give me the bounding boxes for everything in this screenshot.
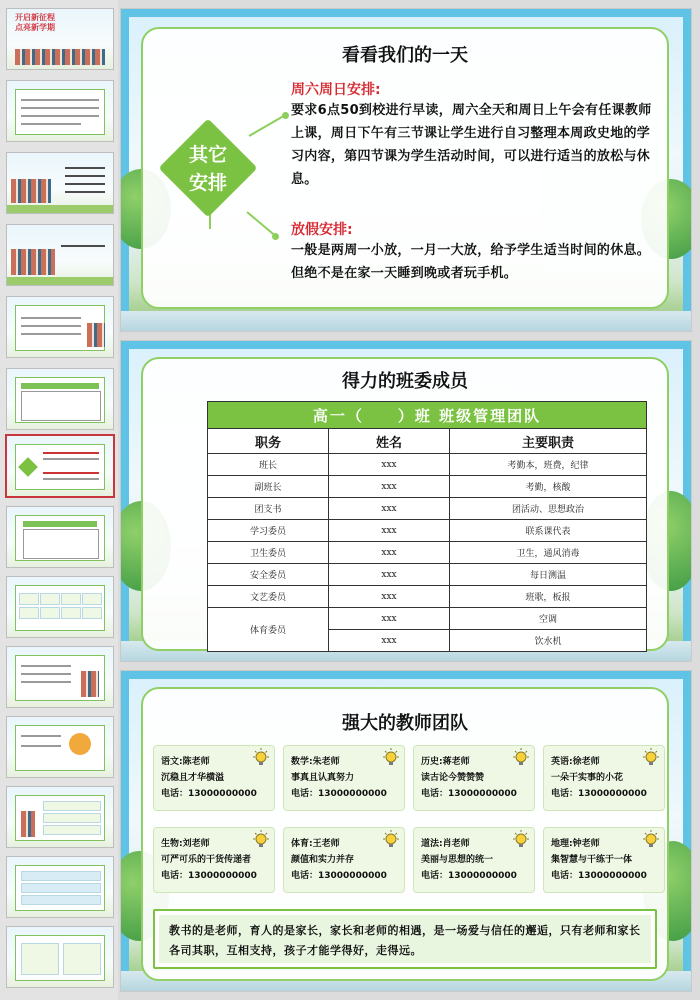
table-cell-name: xxx (329, 454, 450, 476)
table-cell-name: xxx (329, 476, 450, 498)
slide-thumbnail-6[interactable] (6, 368, 114, 430)
lightbulb-icon (382, 830, 400, 850)
teacher-card (283, 745, 405, 811)
table-cell-role: 安全委员 (208, 564, 329, 586)
table-cell-duty: 联系课代表 (450, 520, 647, 542)
table-row (208, 476, 647, 498)
slide-thumbnail-1[interactable] (6, 8, 114, 70)
slide-thumbnail-12[interactable] (6, 786, 114, 848)
table-cell-name: xxx (329, 542, 450, 564)
table-cell-duty: 班歌，板报 (450, 586, 647, 608)
slide-daily-schedule (120, 8, 692, 332)
teacher-card (153, 827, 275, 893)
teacher-name: 体育:王老师 (291, 839, 340, 849)
teacher-phone: 电话：13000000000 (291, 871, 387, 881)
slide-title: 看看我们的一天 (342, 45, 468, 66)
slide-thumbnail-13[interactable] (6, 856, 114, 918)
quote-box (153, 909, 657, 969)
content-card (141, 27, 669, 309)
lightbulb-icon (512, 748, 530, 768)
slide-thumbnail-14[interactable] (6, 926, 114, 988)
table-row (208, 520, 647, 542)
table-cell-duty: 考勤本，班费，纪律 (450, 454, 647, 476)
slide-thumbnail-7-active[interactable] (5, 434, 115, 498)
slide-thumbnail-panel (0, 0, 118, 1000)
teacher-motto: 一朵干实事的小花 (551, 773, 624, 783)
teacher-phone: 电话：13000000000 (551, 789, 647, 799)
teacher-card (543, 745, 665, 811)
lightbulb-icon (252, 748, 270, 768)
table-cell-name: xxx (329, 586, 450, 608)
teacher-phone: 电话：13000000000 (161, 871, 257, 881)
table-row (208, 454, 647, 476)
slide-thumbnail-5[interactable] (6, 296, 114, 358)
class-committee-table (207, 401, 647, 652)
holiday-schedule-text: 一般是两周一小放，一月一大放，给予学生适当时间的休息。但绝不是在家一天睡到晚或者玩手机。 (291, 243, 651, 281)
teacher-motto: 美丽与思想的统一 (421, 855, 494, 865)
connector-dot (272, 233, 279, 240)
column-header-name: 姓名 (329, 429, 450, 454)
teacher-card (413, 745, 535, 811)
teacher-phone: 电话：13000000000 (161, 789, 257, 799)
teacher-name: 语文:陈老师 (161, 757, 210, 767)
table-cell-name: xxx (329, 498, 450, 520)
content-card (141, 357, 669, 651)
slide-teacher-team (120, 670, 692, 992)
teacher-card (283, 827, 405, 893)
slide-title: 强大的教师团队 (342, 713, 468, 734)
table-cell-name: xxx (329, 520, 450, 542)
lightbulb-icon (382, 748, 400, 768)
content-card (141, 687, 669, 981)
teacher-card (543, 827, 665, 893)
teacher-motto: 集智慧与干练于一体 (551, 855, 633, 865)
teacher-name: 数学:朱老师 (291, 757, 340, 767)
column-header-duty: 主要职责 (450, 429, 647, 454)
teacher-phone: 电话：13000000000 (421, 871, 517, 881)
weekend-schedule-text: 要求6点50到校进行早读，周六全天和周日上午会有任课教师上课，周日下午有三节课让学生进行自习整理本周政史地的学习内容，第四节课为学生活动时间，可以进行适当的放松与休息。 (291, 103, 652, 187)
slide-thumbnail-3[interactable] (6, 152, 114, 214)
lightbulb-icon (642, 830, 660, 850)
table-cell-duty: 每日测温 (450, 564, 647, 586)
teacher-phone: 电话：13000000000 (421, 789, 517, 799)
teacher-motto: 读古论今赞赞赞 (421, 773, 485, 783)
lightbulb-icon (252, 830, 270, 850)
table-cell-role: 团支书 (208, 498, 329, 520)
teacher-name: 英语:徐老师 (551, 757, 600, 767)
connector-line (249, 115, 285, 137)
teacher-motto: 可严可乐的干货传递者 (161, 855, 252, 865)
table-cell-role: 文艺委员 (208, 586, 329, 608)
category-badge-label: 其它 安排 (188, 144, 227, 194)
teacher-motto: 沉稳且才华横溢 (161, 773, 225, 783)
slide-thumbnail-9[interactable] (6, 576, 114, 638)
slide-title: 得力的班委成员 (342, 371, 468, 392)
slide-thumbnail-4[interactable] (6, 224, 114, 286)
table-row (208, 608, 647, 630)
thumbnail-title: 开启新征程 点亮新学期 (15, 13, 55, 32)
table-row (208, 542, 647, 564)
teacher-name: 地理:钟老师 (551, 839, 600, 849)
lightbulb-icon (512, 830, 530, 850)
teacher-motto: 颜值和实力并存 (291, 855, 355, 865)
table-cell-duty: 饮水机 (450, 630, 647, 652)
table-cell-role: 卫生委员 (208, 542, 329, 564)
slide-thumbnail-10[interactable] (6, 646, 114, 708)
slide-thumbnail-11[interactable] (6, 716, 114, 778)
teacher-name: 历史:蒋老师 (421, 757, 470, 767)
thumbnail-people-image (15, 49, 105, 65)
table-cell-role: 班长 (208, 454, 329, 476)
quote-text: 教书的是老师，育人的是家长，家长和老师的相遇，是一场爱与信任的邂逅，只有老师和家长各司其职，互相支持，孩子才能学得好，走得远。 (169, 924, 641, 957)
table-cell-duty: 考勤，核酸 (450, 476, 647, 498)
slide-thumbnail-2[interactable] (6, 80, 114, 142)
table-cell-duty: 卫生，通风消毒 (450, 542, 647, 564)
table-row (208, 564, 647, 586)
table-header-banner: 高一（ ）班 班级管理团队 (208, 402, 647, 429)
lightbulb-icon (642, 748, 660, 768)
slide-class-committee (120, 340, 692, 662)
connector-dot (282, 112, 289, 119)
teacher-card (413, 827, 535, 893)
teacher-phone: 电话：13000000000 (291, 789, 387, 799)
teacher-name: 生物:刘老师 (161, 839, 210, 849)
teacher-phone: 电话：13000000000 (551, 871, 647, 881)
table-cell-role: 副班长 (208, 476, 329, 498)
table-cell-role: 学习委员 (208, 520, 329, 542)
table-cell-name: xxx (329, 630, 450, 652)
table-row (208, 586, 647, 608)
slide-thumbnail-8[interactable] (6, 506, 114, 568)
table-cell-role: 体育委员 (208, 608, 329, 652)
table-cell-name: xxx (329, 564, 450, 586)
table-cell-name: xxx (329, 608, 450, 630)
table-cell-duty: 团活动、思想政治 (450, 498, 647, 520)
weekend-schedule-title: 周六周日安排: (291, 82, 381, 98)
column-header-role: 职务 (208, 429, 329, 454)
connector-line (246, 211, 275, 236)
teacher-name: 道法:肖老师 (421, 839, 470, 849)
holiday-schedule-title: 放假安排: (291, 222, 353, 238)
table-row (208, 498, 647, 520)
table-cell-duty: 空调 (450, 608, 647, 630)
teacher-card (153, 745, 275, 811)
teacher-motto: 事真且认真努力 (291, 773, 355, 783)
